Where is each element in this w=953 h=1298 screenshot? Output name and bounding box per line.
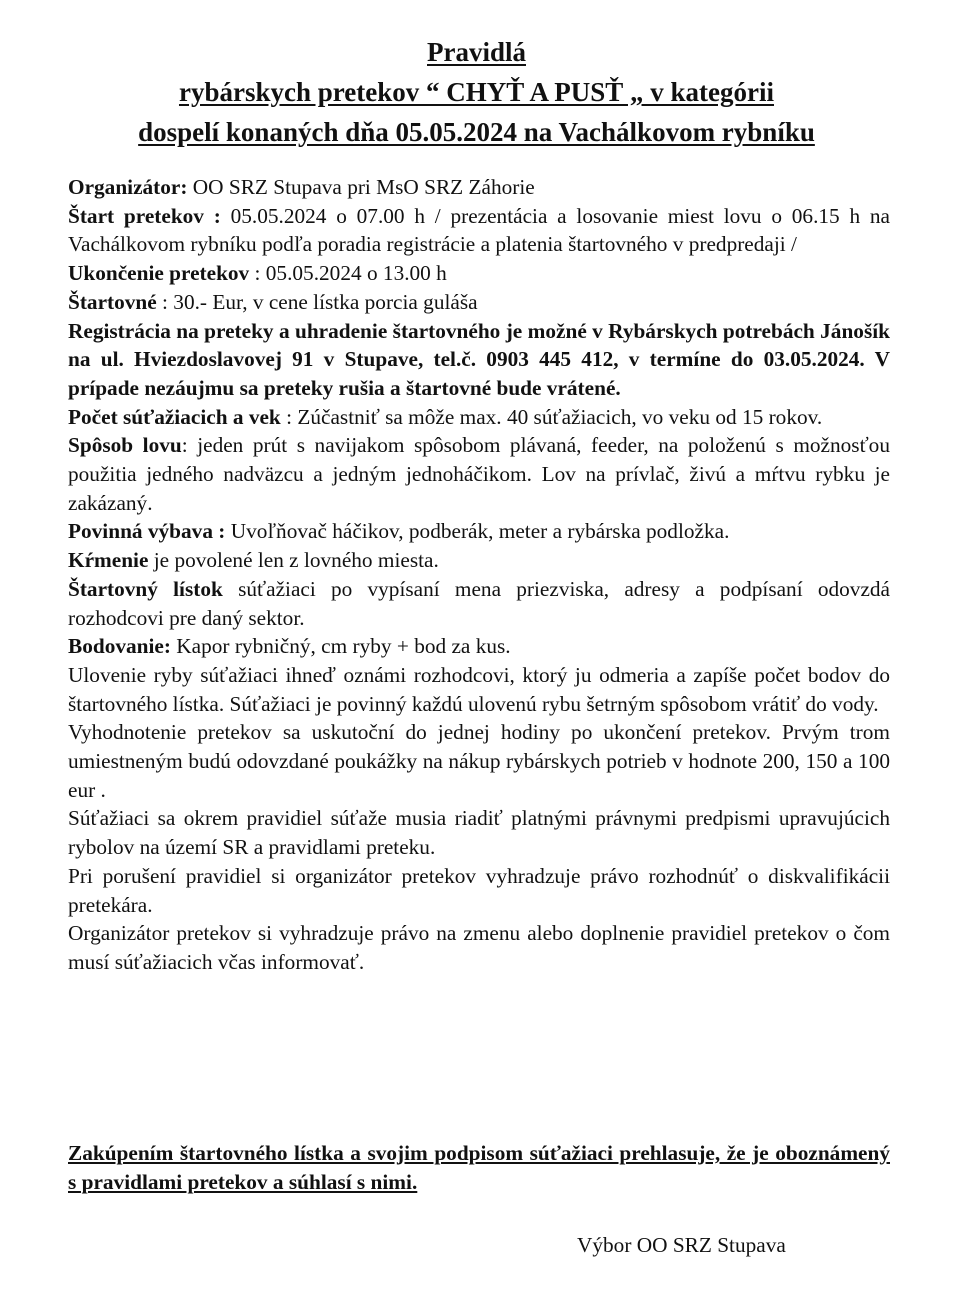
scoring-paragraph [68, 632, 890, 661]
organizer-text: OO SRZ Stupava pri MsO SRZ Záhorie [187, 175, 535, 199]
disqualification-paragraph: Pri porušení pravidiel si organizátor pretekov vyhradzuje právo rozhodnúť o diskvalifikácii pretekára. [68, 863, 890, 917]
fee-paragraph [68, 288, 890, 317]
feeding-text: je povolené len z lovného miesta. [148, 548, 439, 573]
fee-text: : 30.- Eur, v cene lístka porcia guláša [156, 289, 478, 314]
rules-body [68, 173, 890, 977]
catch-rule-paragraph: Ulovenie ryby súťažiaci ihneď oznámi rozhodcovi, ktorý ju odmeria a zapíše počet bodov do štartovného lístka. Súťažiaci je povinný každú ulovenú rybu šetrným spôsobom vrátiť do vody. [68, 662, 890, 716]
participants-label: Počet súťažiacich a vek [68, 404, 281, 429]
start-paragraph [68, 202, 890, 259]
feeding-paragraph [68, 546, 890, 575]
evaluation-paragraph: Vyhodnotenie pretekov sa uskutoční do jednej hodiny po ukončení pretekov. Prvým trom umiestneným budú odovzdané poukážky na nákup rybárskych potrieb v hodnote 200, 150 a 100 eur . [68, 720, 890, 802]
end-text: : 05.05.2024 o 13.00 h [249, 261, 447, 286]
title-line-3: dospelí konaných dňa 05.05.2024 na Vachálkovom rybníku [138, 117, 815, 147]
end-label: Ukončenie pretekov [68, 261, 250, 286]
end-paragraph [68, 259, 890, 288]
method-paragraph [68, 431, 890, 517]
ticket-label: Štartovný lístok [68, 576, 223, 601]
ticket-text: súťažiaci po vypísaní mena priezviska, adresy a podpísaní odovzdá rozhodcovi pre daný sektor. [68, 576, 890, 630]
participants-paragraph [68, 403, 890, 432]
title-line-2: rybárskych pretekov “ CHYŤ A PUSŤ „ v kategórii [178, 77, 774, 107]
regulations-paragraph: Súťažiaci sa okrem pravidiel súťaže musia riadiť platnými právnymi predpismi upravujúcich rybolov na území SR a pravidlami preteku. [68, 806, 890, 860]
organizer-paragraph [68, 173, 890, 202]
changes-paragraph: Organizátor pretekov si vyhradzuje právo na zmenu alebo doplnenie pravidiel pretekov o čom musí súťažiacich včas informovať. [68, 921, 890, 974]
participants-text: : Zúčastniť sa môže max. 40 súťažiacich, vo veku od 15 rokov. [280, 404, 823, 429]
signature: Výbor OO SRZ Stupava [577, 1233, 786, 1257]
document-title [40, 32, 913, 152]
method-text: : jeden prút s navijakom spôsobom plávaná, feeder, na položenú s možnosťou použitia jedného nadväzcu a jedným jednoháčikom. Lov na prívlač, živú a mŕtvu rybku je zakázaný. [68, 433, 890, 515]
equipment-label: Povinná výbava : [68, 519, 226, 544]
fee-label: Štartovné [68, 289, 157, 314]
registration-paragraph: Registrácia na preteky a uhradenie štartovného je možné v Rybárskych potrebách Jánošík na ul. Hviezdoslavovej 91 v Stupave, tel.č. 0903 445 412, v termíne do 03.05.2024. V prípade nezáujmu sa preteky rušia a štartovné bude vrátené. [68, 318, 890, 400]
scoring-label: Bodovanie: [68, 634, 171, 659]
equipment-paragraph [68, 517, 890, 546]
start-text: 05.05.2024 o 07.00 h / prezentácia a losovanie miest lovu o 06.15 h na Vachálkovom rybníku podľa poradia registrácie a platenia štartovného v predpredaji / [68, 203, 890, 257]
organizer-label: Organizátor: [68, 175, 188, 199]
feeding-label: Kŕmenie [68, 548, 149, 573]
start-label: Štart pretekov : [68, 203, 221, 228]
method-label: Spôsob lovu [68, 433, 182, 458]
equipment-text: Uvoľňovač háčikov, podberák, meter a rybárska podložka. [225, 519, 730, 544]
agreement-statement: Zakúpením štartovného lístka a svojim podpisom súťažiaci prehlasuje, že je oboznámený s pravidlami pretekov a súhlasí s nimi. [68, 1141, 890, 1194]
scoring-text: Kapor rybničný, cm ryby + bod za kus. [170, 634, 511, 659]
title-line-1: Pravidlá [427, 37, 526, 67]
ticket-paragraph [68, 575, 890, 632]
